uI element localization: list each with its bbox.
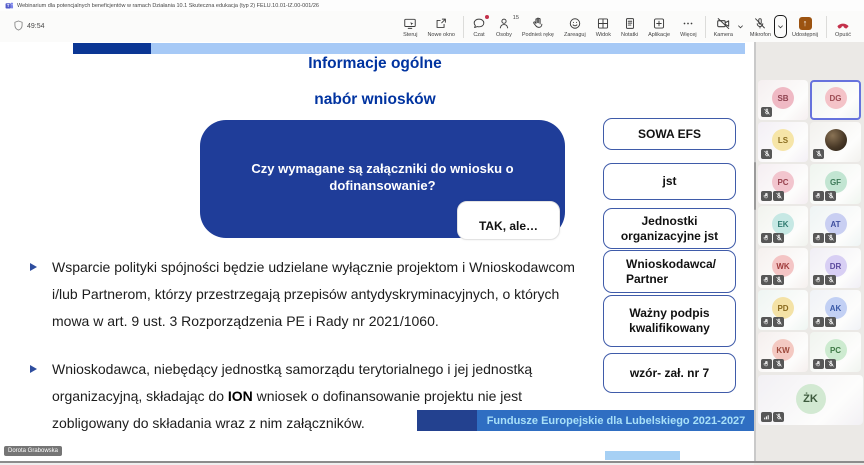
toolbar-button-react[interactable]: Zareaguj [559, 11, 591, 42]
toolbar-button-chat[interactable]: Czat [467, 11, 491, 42]
mic-off-icon [773, 359, 784, 369]
tile-status-badges [761, 149, 772, 159]
window-titlebar [0, 0, 864, 11]
slide-top-accent-dark [73, 43, 151, 54]
meeting-timer: 49:54 [14, 20, 45, 33]
mic-off-icon [813, 149, 824, 159]
toolbar-button-view[interactable]: Widok [591, 11, 616, 42]
bullet-item: Wsparcie polityki spójności będzie udzielane wyłącznie projektom i Wnioskodawcom i/lub Partnerom, którzy przestrzegają przepisów antydyskryminacyjnych, o których mowa w art. 9 ust. 3 Rozporządzenia PE i Rady nr 2021/1060. [30, 254, 575, 335]
notification-dot [485, 15, 489, 19]
toolbar-items [398, 11, 864, 42]
toolbar-button-notes[interactable]: Notatki [616, 11, 643, 42]
participant-avatar: PC [772, 171, 794, 193]
slide-subtitle: nabór wniosków [314, 91, 436, 108]
toolbar-button-apps[interactable]: Aplikacje [643, 11, 675, 42]
mic-off-icon [825, 359, 836, 369]
participant-avatar: PC [825, 339, 847, 361]
raised-hand-icon [813, 359, 824, 369]
toolbar-button-people[interactable]: 15 Osoby [495, 14, 519, 38]
participant-avatar: LS [772, 129, 794, 151]
share-icon: ↑ [799, 16, 812, 31]
participant-tile[interactable] [758, 80, 808, 120]
participant-avatar: KW [772, 339, 794, 361]
mic-off-icon [773, 191, 784, 201]
participant-tile[interactable] [810, 164, 861, 204]
apps-icon [652, 16, 666, 31]
mic-off-icon [773, 412, 784, 422]
mic-off-icon [761, 107, 772, 117]
toolbar-button-more[interactable]: Więcej [675, 11, 702, 42]
toolbar-button-leave[interactable]: Opuść [830, 11, 856, 42]
side-box: Wnioskodawca/ Partner [603, 250, 736, 293]
participants-panel [756, 42, 864, 465]
participant-avatar: WK [772, 255, 794, 277]
participant-avatar: EK [772, 213, 794, 235]
toolbar-separator [826, 16, 827, 38]
raised-hand-icon [761, 317, 772, 327]
participant-tile[interactable] [758, 164, 808, 204]
toolbar-button-share[interactable]: ↑ Udostępnij [792, 17, 818, 38]
side-box: Ważny podpis kwalifikowany [603, 295, 736, 347]
tile-status-badges [813, 233, 836, 243]
side-box: jst [603, 163, 736, 200]
toolbar-button-control[interactable]: Steruj [398, 11, 422, 42]
next-slide-preview [605, 451, 680, 460]
participant-tile[interactable] [758, 290, 808, 330]
raised-hand-icon [813, 191, 824, 201]
raised-hand-icon [761, 359, 772, 369]
tile-status-badges [761, 233, 784, 243]
mic-off-icon [773, 317, 784, 327]
participant-photo-avatar [825, 129, 847, 151]
participant-tile[interactable] [758, 332, 808, 372]
mic-off-icon [761, 149, 772, 159]
mic-off-icon [773, 275, 784, 285]
chat-icon [472, 16, 486, 31]
answer-box: TAK, ale… [457, 201, 560, 240]
toolbar-separator [705, 16, 706, 38]
tile-status-badges [761, 317, 784, 327]
meeting-title: Webinarium dla potencjalnych beneficjentów w ramach Działania 10.1 Skuteczna edukacja (typ 2) FELU.10.01-IZ.00-001/26 [17, 2, 319, 9]
participant-avatar: AK [825, 297, 847, 319]
toolbar-button-raise-hand[interactable]: Podnieś rękę [517, 11, 559, 42]
mic-off-icon [753, 16, 767, 31]
shield-icon [14, 20, 23, 33]
tile-status-badges [761, 107, 772, 117]
participant-tile[interactable] [810, 80, 861, 120]
new-window-icon [434, 16, 448, 31]
participant-tile[interactable] [810, 332, 861, 372]
side-box: SOWA EFS [603, 118, 736, 150]
camera-off-icon [716, 16, 731, 31]
side-box: wzór- zał. nr 7 [603, 353, 736, 393]
more-icon [681, 16, 695, 31]
control-icon [403, 16, 417, 31]
raised-hand-icon [813, 317, 824, 327]
tile-status-badges [761, 412, 784, 422]
tile-status-badges [813, 149, 824, 159]
toolbar-button-new-window[interactable]: Nowe okno [422, 11, 460, 42]
participant-avatar: ŻK [796, 384, 826, 414]
mic-off-icon [773, 233, 784, 243]
tile-status-badges [761, 359, 784, 369]
tile-status-badges [813, 359, 836, 369]
react-icon [568, 16, 582, 31]
footer-banner-accent [417, 410, 477, 431]
tile-status-badges [761, 275, 784, 285]
people-count: 15 [512, 14, 519, 21]
toolbar-separator [463, 16, 464, 38]
slide-top-accent-light [151, 43, 745, 54]
bullet-arrow-icon [30, 254, 52, 335]
presenter-name-label: Dorota Grabowska [4, 446, 62, 456]
mic-off-icon [825, 275, 836, 285]
question-box: Czy wymagane są załączniki do wniosku o dofinansowanie? [200, 120, 565, 238]
participant-tile[interactable] [810, 206, 861, 246]
raised-hand-icon [813, 275, 824, 285]
toolbar-button-camera-off[interactable]: Kamera [709, 11, 738, 42]
tile-status-badges [813, 275, 836, 285]
mic-off-icon [825, 233, 836, 243]
participant-tile[interactable] [758, 248, 808, 288]
raised-hand-icon [761, 275, 772, 285]
meeting-stage [0, 42, 864, 465]
participant-tile[interactable] [758, 206, 808, 246]
participant-tile[interactable] [758, 122, 808, 162]
slide-title: Informacje ogólne [308, 55, 442, 72]
toolbar-button-mic-off[interactable]: Mikrofon [745, 11, 776, 42]
bullet-item: Wnioskodawca, niebędący jednostką samorządu terytorialnego i jej jednostką organizacyjną, składając do ION wniosek o dofinansowanie projektu nie jest zobligowany do składania wraz z nim załączników. [30, 356, 575, 437]
bullet-arrow-icon [30, 356, 52, 437]
svg-text:T: T [6, 2, 10, 8]
tile-status-badges [813, 317, 836, 327]
raised-hand-icon [761, 191, 772, 201]
participant-tile[interactable] [758, 375, 863, 425]
side-box: Jednostki organizacyjne jst [603, 208, 736, 249]
view-icon [596, 16, 610, 31]
participant-tile[interactable] [810, 122, 861, 162]
participant-tile[interactable] [810, 290, 861, 330]
meeting-toolbar [0, 11, 864, 42]
tile-status-badges [813, 191, 836, 201]
tile-status-badges [761, 191, 784, 201]
leave-icon [835, 16, 851, 31]
participant-avatar: GF [825, 171, 847, 193]
participant-avatar: AT [825, 213, 847, 235]
participant-avatar: SB [772, 87, 794, 109]
signal-icon [761, 412, 772, 422]
raised-hand-icon [761, 233, 772, 243]
participant-avatar: PD [772, 297, 794, 319]
raise-hand-icon [531, 16, 545, 31]
raised-hand-icon [813, 233, 824, 243]
participant-avatar: DR [825, 255, 847, 277]
notes-icon [623, 16, 637, 31]
participant-tile[interactable] [810, 248, 861, 288]
shared-slide [0, 42, 754, 461]
participant-avatar: DG [825, 87, 847, 109]
footer-banner: Fundusze Europejskie dla Lubelskiego 2021-2027 [477, 410, 754, 431]
mic-off-icon [825, 191, 836, 201]
mic-off-icon [825, 317, 836, 327]
